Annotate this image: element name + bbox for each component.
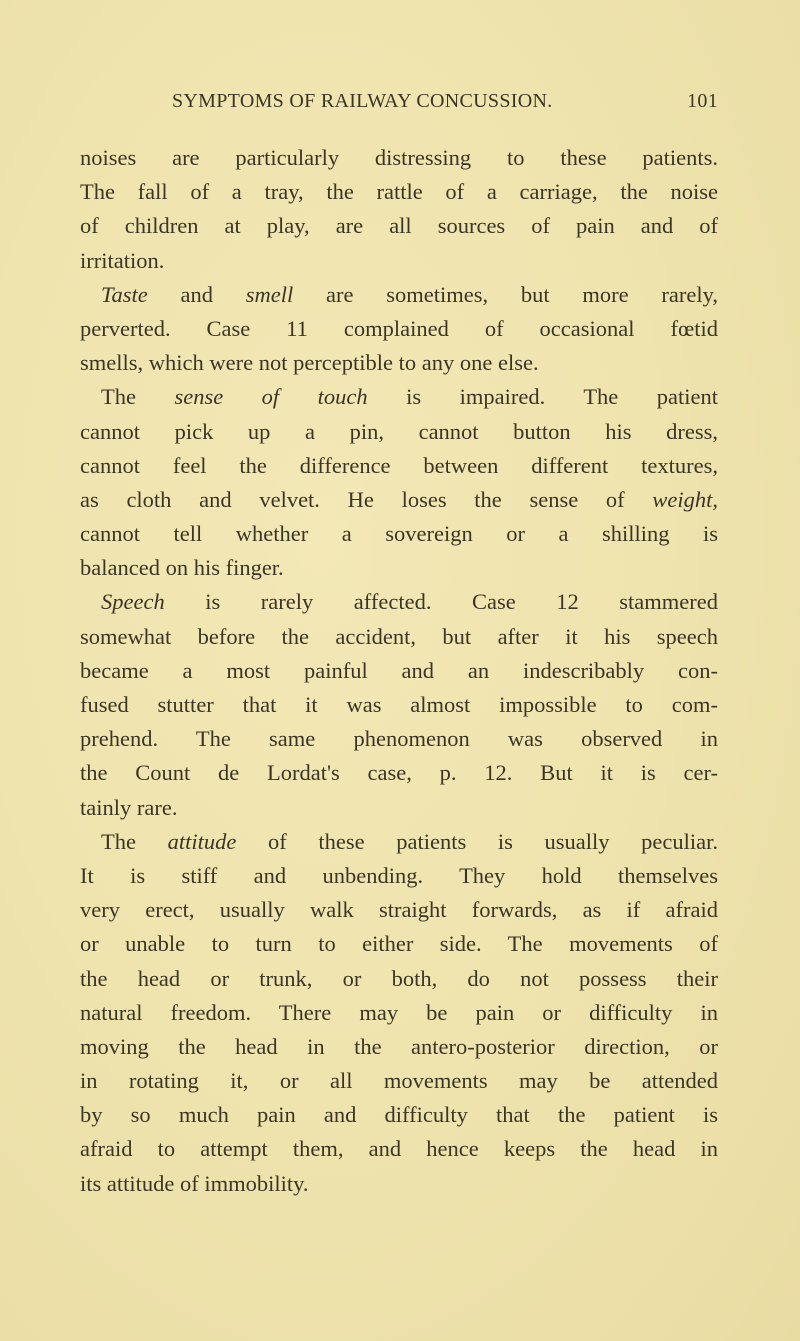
text-segment: cannot feel the difference between different textures,: [80, 452, 718, 478]
running-title: SYMPTOMS OF RAILWAY CONCUSSION.: [172, 90, 553, 112]
text-segment: prehend. The same phenomenon was observed in: [80, 726, 718, 752]
text-segment: the head or trunk, or both, do not possess their: [80, 965, 718, 991]
text-segment: of children at play, are all sources of pain and of: [80, 213, 718, 239]
text-segment: its attitude of immobility.: [80, 1170, 309, 1196]
text-segment: somewhat before the accident, but after it his speech: [80, 623, 718, 649]
text-segment: The: [101, 384, 175, 410]
text-line: [80, 483, 718, 517]
text-line: [80, 585, 718, 619]
text-segment: of these patients is usually peculiar.: [236, 828, 719, 854]
text-segment: in rotating it, or all movements may be attended: [80, 1068, 718, 1094]
text-segment: as cloth and velvet. He loses the sense of: [80, 486, 653, 512]
text-line: [80, 209, 718, 243]
text-line: [80, 380, 718, 414]
text-segment: is rarely affected. Case 12 stammered: [164, 589, 718, 615]
body-text: [80, 141, 718, 1201]
italic-term: Speech: [101, 589, 165, 615]
text-segment: perverted. Case 11 complained of occasional fœtid: [80, 315, 718, 341]
italic-term: sense of touch: [174, 384, 368, 410]
text-line: [80, 449, 718, 483]
running-header: [172, 90, 718, 113]
text-line: [80, 175, 718, 209]
text-segment: The fall of a tray, the rattle of a carriage, the noise: [80, 179, 718, 205]
text-segment: the Count de Lordat's case, p. 12. But it is cer-: [80, 760, 718, 786]
text-line: [80, 1030, 718, 1064]
text-segment: balanced on his finger.: [80, 555, 284, 581]
text-line: [80, 1098, 718, 1132]
page-number: 101: [687, 90, 718, 112]
text-line: [80, 756, 718, 790]
text-line: [80, 551, 718, 585]
italic-term: Taste: [101, 281, 148, 307]
text-segment: noises are particularly distressing to these patients.: [80, 145, 718, 170]
text-line: [80, 141, 718, 175]
text-line: [80, 1064, 718, 1098]
text-segment: or unable to turn to either side. The movements of: [80, 931, 718, 957]
text-segment: are sometimes, but more rarely,: [293, 281, 718, 307]
text-line: [80, 517, 718, 551]
text-line: [80, 654, 718, 688]
text-line: [80, 722, 718, 756]
text-line: [80, 415, 718, 449]
text-segment: by so much pain and difficulty that the patient is: [80, 1102, 718, 1128]
text-segment: cannot pick up a pin, cannot button his dress,: [80, 418, 718, 444]
text-segment: irritation.: [80, 247, 165, 273]
text-segment: became a most painful and an indescribably con-: [80, 657, 718, 683]
text-line: [80, 244, 718, 278]
text-line: [80, 962, 718, 996]
text-line: [80, 278, 718, 312]
text-segment: is impaired. The patient: [367, 384, 719, 410]
text-segment: afraid to attempt them, and hence keeps the head in: [80, 1136, 718, 1162]
text-line: [80, 688, 718, 722]
text-line: [80, 996, 718, 1030]
italic-term: weight,: [652, 486, 718, 512]
text-line: [80, 825, 718, 859]
text-segment: smells, which were not perceptible to any one else.: [80, 350, 539, 376]
text-line: [80, 927, 718, 961]
text-segment: cannot tell whether a sovereign or a shilling is: [80, 521, 718, 547]
text-line: [80, 620, 718, 654]
italic-term: attitude: [167, 828, 237, 854]
text-segment: and: [147, 281, 246, 307]
text-line: [80, 791, 718, 825]
text-line: [80, 859, 718, 893]
text-line: [80, 1132, 718, 1166]
text-line: [80, 1167, 718, 1201]
text-line: [80, 893, 718, 927]
text-segment: moving the head in the antero-posterior direction, or: [80, 1033, 718, 1059]
text-line: [80, 346, 718, 380]
text-segment: The: [101, 828, 168, 854]
text-segment: fused stutter that it was almost impossible to com-: [80, 692, 718, 717]
text-segment: tainly rare.: [80, 794, 178, 820]
text-segment: natural freedom. There may be pain or difficulty in: [80, 999, 718, 1025]
text-segment: very erect, usually walk straight forwards, as if afraid: [80, 897, 718, 923]
text-segment: It is stiff and unbending. They hold themselves: [80, 862, 718, 888]
italic-term: smell: [245, 281, 294, 307]
text-line: [80, 312, 718, 346]
